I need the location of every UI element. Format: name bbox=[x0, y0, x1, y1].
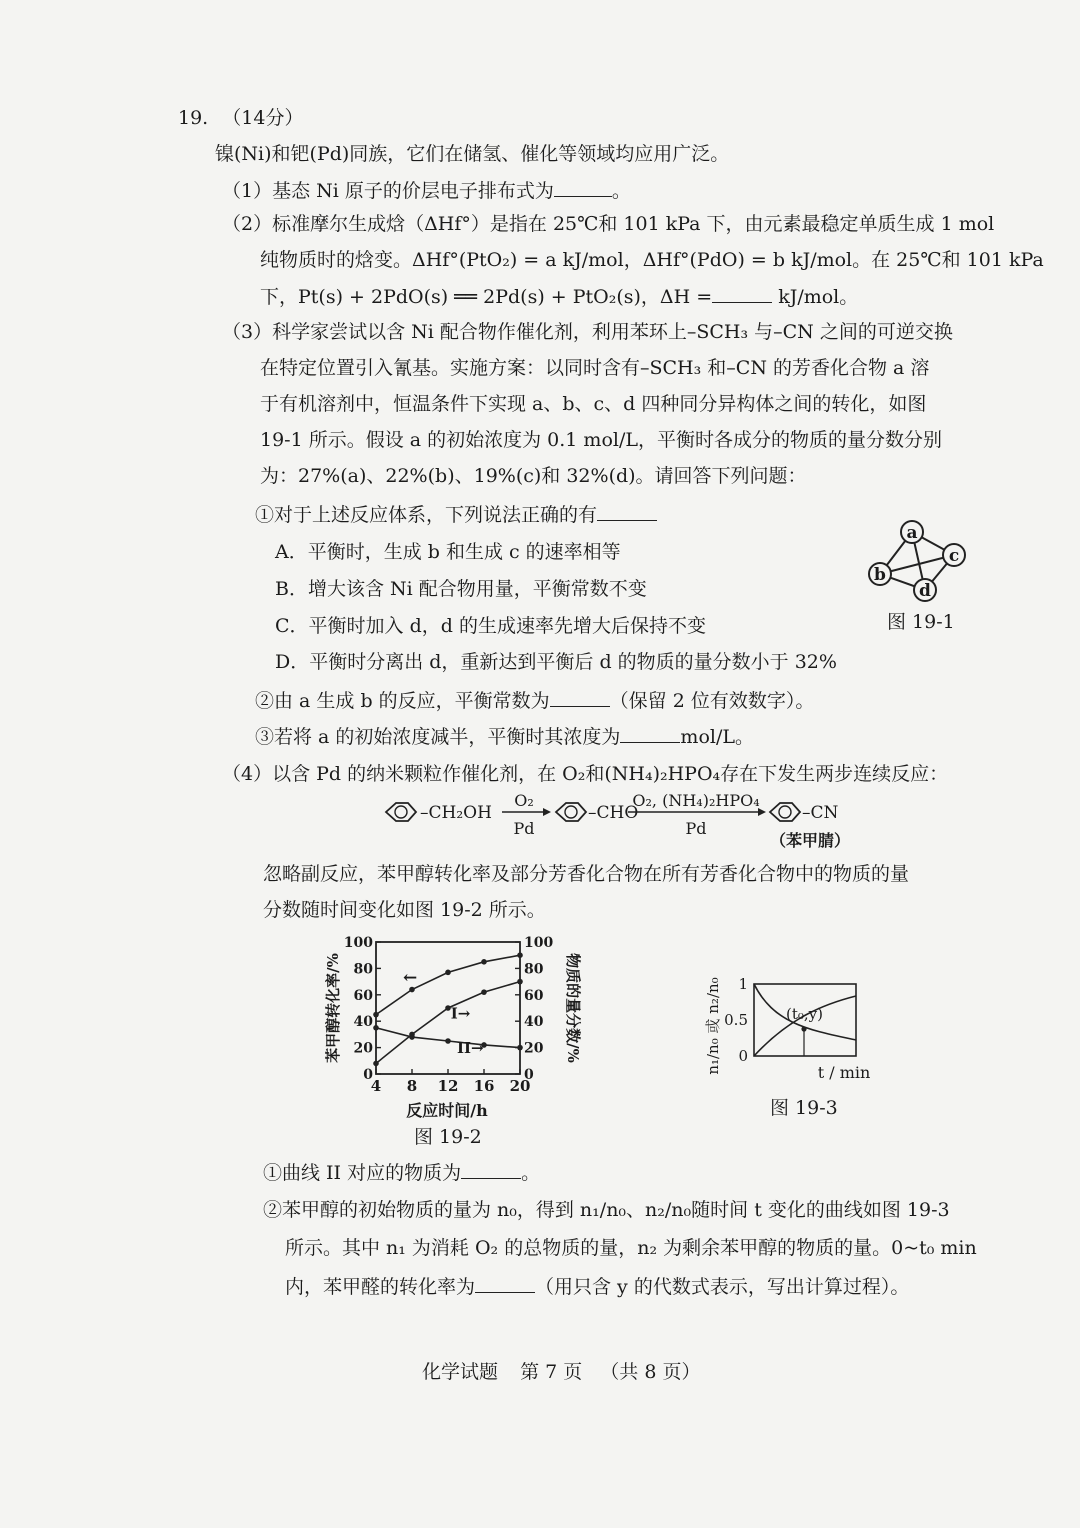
fig19-3-ylabel: n₁/n₀ 或 n₂/n₀ bbox=[704, 977, 722, 1075]
part4-line2: 忽略副反应，苯甲醇转化率及部分芳香化合物在所有芳香化合物中的物质的量 bbox=[263, 863, 910, 885]
q4-2-line1: ②苯甲醇的初始物质的量为 n₀，得到 n₁/n₀、n₂/n₀随时间 t 变化的曲线如图 19-3 bbox=[263, 1199, 950, 1221]
series-line-1 bbox=[376, 982, 520, 1064]
q3-2 bbox=[255, 688, 814, 713]
y-tick-label-right: 0 bbox=[524, 1067, 534, 1083]
q3-1 bbox=[255, 502, 657, 527]
fig19-2-caption: 图 19-2 bbox=[414, 1126, 482, 1148]
x-tick-label: 12 bbox=[437, 1077, 459, 1095]
data-point-series-1 bbox=[373, 1061, 379, 1067]
reactant-group: –CH₂OH bbox=[420, 803, 492, 823]
benzene-ring-icon bbox=[556, 803, 586, 821]
answer-blank-1[interactable] bbox=[554, 178, 612, 197]
y-tick-label-right: 80 bbox=[524, 961, 544, 978]
part2-line2: 纯物质时的焓变。ΔHf°(PtO₂) = a kJ/mol，ΔHf°(PdO) = b kJ/mol。在 25℃和 101 kPa bbox=[260, 249, 1044, 271]
q4-1-end: 。 bbox=[521, 1162, 541, 1184]
data-point-series-0 bbox=[517, 952, 523, 958]
q3-2-text: ②由 a 生成 b 的反应，平衡常数为 bbox=[255, 690, 550, 712]
x-tick-label: 8 bbox=[406, 1077, 418, 1095]
question-points: （14分） bbox=[222, 107, 304, 129]
option-c: C．平衡时加入 d，d 的生成速率先增大后保持不变 bbox=[275, 615, 706, 637]
product-name: （苯甲腈） bbox=[770, 831, 851, 850]
node-a: a bbox=[906, 523, 918, 543]
footer-subject: 化学试题 bbox=[422, 1361, 499, 1383]
fig19-3-caption: 图 19-3 bbox=[770, 1097, 838, 1119]
node-d: d bbox=[919, 581, 931, 601]
q3-3 bbox=[255, 724, 754, 749]
data-point-series-2 bbox=[517, 1045, 523, 1051]
benzene-ring-icon bbox=[770, 803, 800, 821]
q4-1-text: ①曲线 II 对应的物质为 bbox=[263, 1162, 462, 1184]
q4-1 bbox=[263, 1160, 540, 1185]
answer-blank-3-1[interactable] bbox=[597, 502, 657, 521]
part1 bbox=[222, 178, 631, 203]
footer-page: 第 7 页 bbox=[520, 1361, 583, 1383]
data-point-series-2 bbox=[373, 1025, 379, 1031]
part2-line3-end: kJ/mol。 bbox=[778, 286, 859, 308]
q3-2-end: （保留 2 位有效数字）。 bbox=[609, 690, 815, 712]
reaction-scheme bbox=[378, 790, 878, 854]
part1-end: 。 bbox=[611, 180, 631, 202]
part3-line1: （3）科学家尝试以含 Ni 配合物作催化剂，利用苯环上–SCH₃ 与–CN 之间的可逆交换 bbox=[222, 321, 953, 343]
data-point-series-0 bbox=[481, 959, 487, 965]
fig19-2-ylabel-right: 物质的量分数/% bbox=[564, 953, 582, 1063]
option-a: A．平衡时，生成 b 和生成 c 的速率相等 bbox=[275, 541, 621, 563]
fig19-2-chart bbox=[318, 928, 590, 1124]
q4-2-line3-text: 内，苯甲醛的转化率为 bbox=[285, 1276, 476, 1298]
cond2-top: O₂, (NH₄)₂HPO₄ bbox=[632, 791, 760, 810]
option-d: D．平衡时分离出 d，重新达到平衡后 d 的物质的量分数小于 32% bbox=[275, 651, 837, 673]
part3-line2: 在特定位置引入氰基。实施方案：以同时含有–SCH₃ 和–CN 的芳香化合物 a 溶 bbox=[260, 357, 930, 379]
fig19-3-y-tick-label: 0.5 bbox=[724, 1011, 748, 1029]
answer-blank-3-2[interactable] bbox=[550, 688, 610, 707]
y-tick-label-left: 20 bbox=[353, 1040, 373, 1057]
node-c: c bbox=[948, 546, 960, 566]
series-label-conversion: ← bbox=[403, 967, 418, 988]
cond1-bottom: Pd bbox=[513, 819, 535, 838]
fig19-2-ylabel-left: 苯甲醇转化率/% bbox=[324, 953, 342, 1063]
data-point-series-2 bbox=[409, 1034, 415, 1040]
data-point-series-1 bbox=[481, 989, 487, 995]
part3-line4: 19-1 所示。假设 a 的初始浓度为 0.1 mol/L，平衡时各成分的物质的量分数分别 bbox=[260, 429, 942, 451]
fig19-1-diagram bbox=[862, 512, 972, 604]
arrow-1-head bbox=[543, 808, 551, 816]
answer-blank-4-2[interactable] bbox=[475, 1274, 535, 1293]
part4-line3: 分数随时间变化如图 19-2 所示。 bbox=[263, 899, 546, 921]
y-tick-label-left: 100 bbox=[343, 935, 373, 951]
y-tick-label-right: 40 bbox=[524, 1014, 544, 1031]
part1-text: （1）基态 Ni 原子的价层电子排布式为 bbox=[222, 180, 554, 202]
y-tick-label-right: 20 bbox=[524, 1040, 544, 1057]
part2-line1: （2）标准摩尔生成焓（ΔHf°）是指在 25℃和 101 kPa 下，由元素最稳定单质生成 1 mol bbox=[222, 213, 995, 235]
fig19-3-y-tick-label: 1 bbox=[738, 975, 748, 993]
answer-blank-3-3[interactable] bbox=[620, 724, 680, 743]
y-tick-label-left: 0 bbox=[363, 1067, 373, 1083]
q3-1-text: ①对于上述反应体系，下列说法正确的有 bbox=[255, 504, 598, 526]
intro-text: 镍(Ni)和钯(Pd)同族，它们在储氢、催化等领域均应用广泛。 bbox=[215, 143, 730, 165]
data-point-series-2 bbox=[445, 1038, 451, 1044]
q4-2-line3-end: （用只含 y 的代数式表示，写出计算过程）。 bbox=[535, 1276, 910, 1298]
x-tick-label: 20 bbox=[509, 1077, 531, 1095]
x-tick-label: 4 bbox=[370, 1077, 382, 1095]
part2-line3 bbox=[260, 284, 858, 309]
cond1-top: O₂ bbox=[514, 791, 534, 810]
series-label-I: I→ bbox=[450, 1004, 471, 1023]
x-tick-label: 16 bbox=[473, 1077, 495, 1095]
fig19-2-xlabel: 反应时间/h bbox=[406, 1101, 488, 1120]
node-b: b bbox=[874, 565, 886, 585]
y-tick-label-right: 60 bbox=[524, 987, 544, 1004]
part4-line1: （4）以含 Pd 的纳米颗粒作催化剂，在 O₂和(NH₄)₂HPO₄存在下发生两步连续反应： bbox=[222, 763, 949, 785]
series-line-2 bbox=[376, 1028, 520, 1048]
part2-line3-text: 下，Pt(s) + 2PdO(s) ══ 2Pd(s) + PtO₂(s)，ΔH = bbox=[260, 286, 713, 308]
question-number: 19. bbox=[178, 107, 209, 129]
answer-blank-2[interactable] bbox=[712, 284, 772, 303]
fig19-3-y-tick-label: 0 bbox=[738, 1047, 748, 1065]
fig19-3-annotation: (t₀,y) bbox=[786, 1005, 823, 1023]
product-group: –CN bbox=[802, 803, 839, 823]
fig19-3-xlabel: t / min bbox=[817, 1063, 871, 1082]
y-tick-label-left: 60 bbox=[353, 987, 373, 1004]
answer-blank-4-1[interactable] bbox=[461, 1160, 521, 1179]
footer-total: （共 8 页） bbox=[600, 1361, 701, 1383]
data-point-series-0 bbox=[445, 970, 451, 976]
fig19-3-intersection-point bbox=[801, 1026, 806, 1031]
question-header bbox=[178, 106, 303, 130]
data-point-series-1 bbox=[517, 979, 523, 985]
data-point-series-0 bbox=[373, 1012, 379, 1018]
page-footer bbox=[422, 1360, 700, 1384]
q4-2-line3 bbox=[285, 1274, 909, 1299]
part3-line3: 于有机溶剂中，恒温条件下实现 a、b、c、d 四种同分异构体之间的转化，如图 bbox=[260, 393, 927, 415]
benzene-ring-icon bbox=[386, 803, 416, 821]
intermediate-group: –CHO bbox=[588, 803, 639, 823]
y-tick-label-left: 80 bbox=[353, 961, 373, 978]
y-tick-label-left: 40 bbox=[353, 1014, 373, 1031]
part3-line5: 为：27%(a)、22%(b)、19%(c)和 32%(d)。请回答下列问题： bbox=[260, 465, 807, 487]
y-tick-label-right: 100 bbox=[524, 935, 554, 951]
q4-2-line2: 所示。其中 n₁ 为消耗 O₂ 的总物质的量，n₂ 为剩余苯甲醇的物质的量。0~t₀ min bbox=[285, 1237, 977, 1259]
q3-3-text: ③若将 a 的初始浓度减半，平衡时其浓度为 bbox=[255, 726, 621, 748]
fig19-3-chart bbox=[698, 968, 884, 1088]
cond2-bottom: Pd bbox=[685, 819, 707, 838]
option-b: B．增大该含 Ni 配合物用量，平衡常数不变 bbox=[275, 578, 647, 600]
q3-3-end: mol/L。 bbox=[680, 726, 754, 748]
fig19-1-caption: 图 19-1 bbox=[887, 611, 955, 633]
series-label-II: II→ bbox=[457, 1038, 484, 1057]
